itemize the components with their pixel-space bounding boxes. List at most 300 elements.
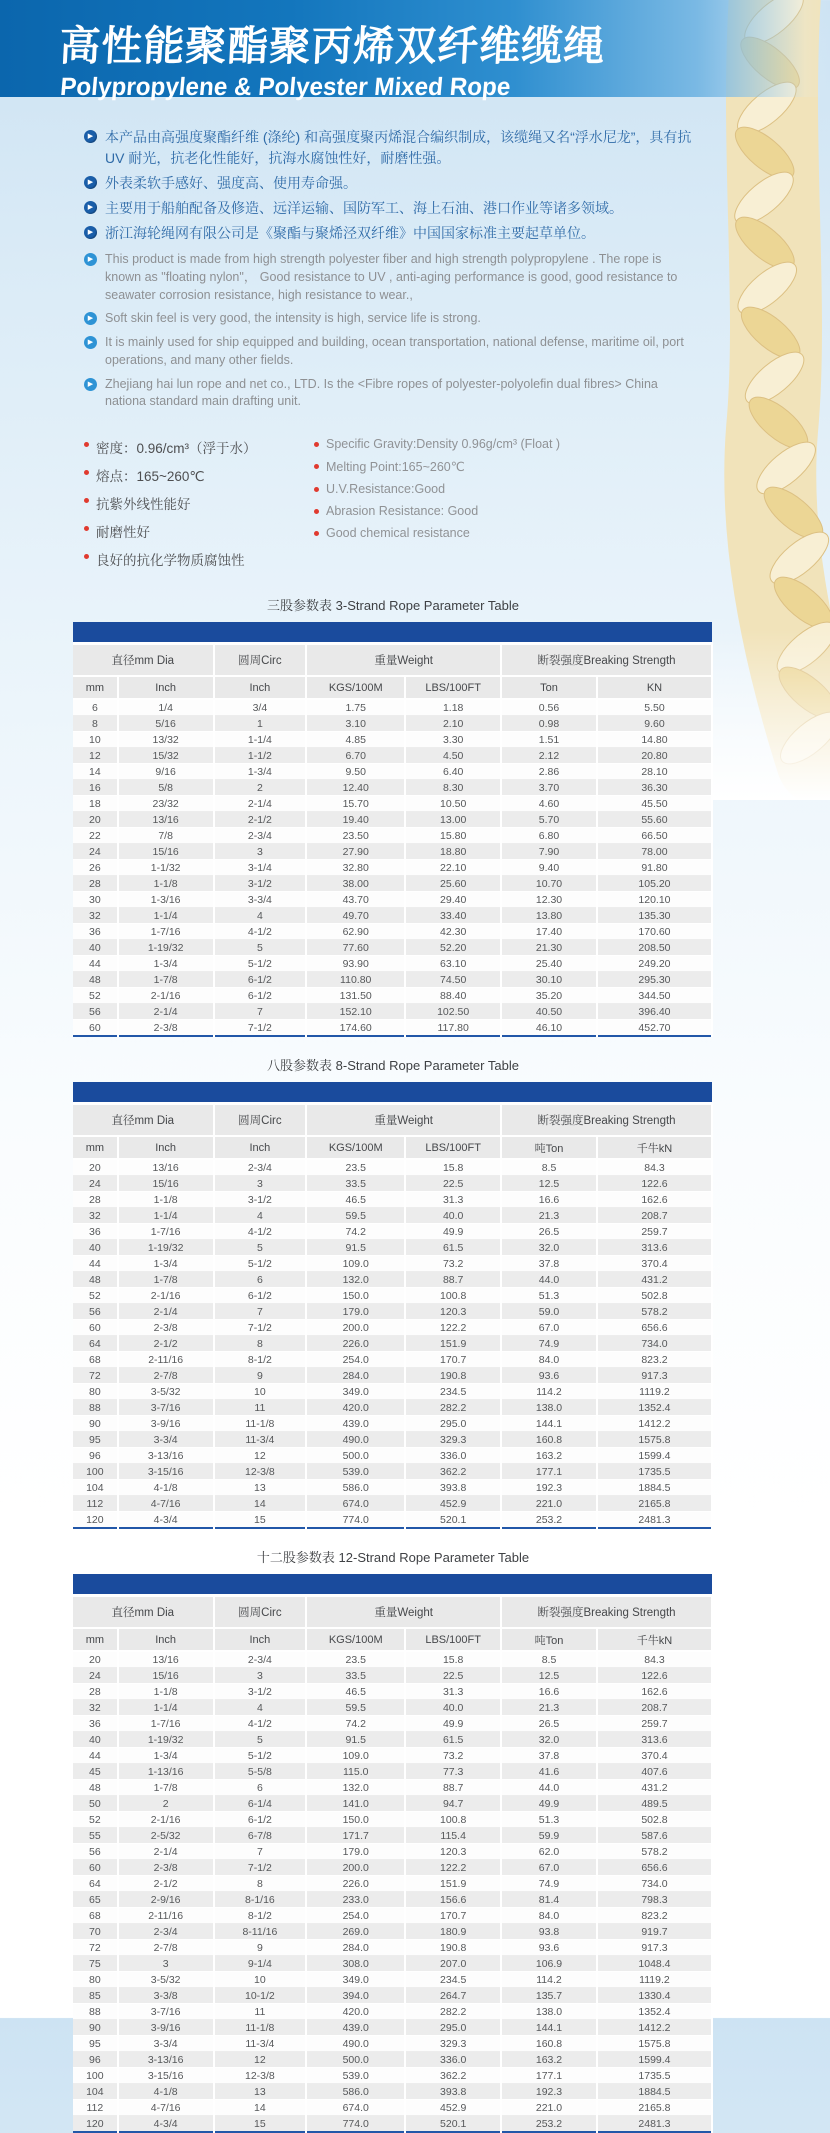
table-cell: 63.10 — [405, 956, 501, 972]
table-cell: 254.0 — [306, 1352, 405, 1368]
table-cell: 44 — [73, 956, 118, 972]
table-cell: 2-11/16 — [118, 1352, 214, 1368]
table-cell: 393.8 — [405, 2084, 501, 2100]
table-cell: 269.0 — [306, 1924, 405, 1940]
blue-bar-cell — [73, 1082, 712, 1104]
bullet-text: 外表柔软手感好、强度高、使用寿命强。 — [105, 175, 357, 191]
table-cell: 12.5 — [501, 1176, 597, 1192]
table-cell: 253.2 — [501, 1512, 597, 1529]
table-cell: 67.0 — [501, 1860, 597, 1876]
property-text: 良好的抗化学物质腐蚀性 — [96, 553, 245, 568]
table-cell: 452.9 — [405, 2100, 501, 2116]
table-cell: 8-1/2 — [214, 1908, 307, 1924]
table-cell: 431.2 — [597, 1272, 712, 1288]
table-cell: 15.8 — [405, 1651, 501, 1668]
table-cell: 6-1/2 — [214, 972, 307, 988]
table-cell: 329.3 — [405, 1432, 501, 1448]
table-cell: 26.5 — [501, 1716, 597, 1732]
table-cell: 56 — [73, 1304, 118, 1320]
table-cell: 370.4 — [597, 1256, 712, 1272]
table-cell: 282.2 — [405, 2004, 501, 2020]
table-row — [73, 1908, 712, 1924]
table-cell: 73.2 — [405, 1748, 501, 1764]
table-row — [73, 972, 712, 988]
table-row — [73, 1732, 712, 1748]
table-cell: 823.2 — [597, 1352, 712, 1368]
bullet-text: This product is made from high strength polyester fiber and high strength polypropylene . The rope is known as "floating nylon"， Good resistance to UV , anti-aging performance is good, good resistance to seawater corrosion resistance, high resistance to wear., — [105, 252, 678, 302]
table-cell: 102.50 — [405, 1004, 501, 1020]
table-cell: 295.30 — [597, 972, 712, 988]
intro-bullets-cn — [84, 127, 700, 244]
table-row — [73, 812, 712, 828]
intro-bullet — [84, 251, 700, 304]
table-row — [73, 1956, 712, 1972]
table-cell: 2-3/4 — [214, 828, 307, 844]
table-cell: 20 — [73, 1159, 118, 1176]
table-row — [73, 1876, 712, 1892]
sub-header-cell: mm — [73, 1136, 118, 1159]
table-row — [73, 892, 712, 908]
table-cell: 234.5 — [405, 1972, 501, 1988]
table-cell: 13/16 — [118, 1159, 214, 1176]
table-cell: 4-1/2 — [214, 924, 307, 940]
table-cell: 61.5 — [405, 1240, 501, 1256]
table-cell: 4-7/16 — [118, 1496, 214, 1512]
table-cell: 13/16 — [118, 812, 214, 828]
property-text: Specific Gravity:Density 0.96g/cm³ (Float ) — [326, 437, 561, 451]
table-cell: 3-1/2 — [214, 1192, 307, 1208]
intro-bullet — [84, 310, 700, 328]
table-cell: 150.0 — [306, 1288, 405, 1304]
table-cell: 8 — [214, 1336, 307, 1352]
table-cell: 6.80 — [501, 828, 597, 844]
table-row — [73, 924, 712, 940]
table-row — [73, 1159, 712, 1176]
table-blue-bar — [73, 1082, 712, 1104]
table-row — [73, 1320, 712, 1336]
table-cell: 10.70 — [501, 876, 597, 892]
table-cell: 502.8 — [597, 1812, 712, 1828]
table-cell: 43.70 — [306, 892, 405, 908]
table-cell: 2-1/4 — [118, 1004, 214, 1020]
table-cell: 22 — [73, 828, 118, 844]
table-cell: 22.5 — [405, 1668, 501, 1684]
property-item — [314, 459, 560, 474]
table-row — [73, 1352, 712, 1368]
table-cell: 11 — [214, 1400, 307, 1416]
table-cell: 798.3 — [597, 1892, 712, 1908]
page-header — [0, 0, 830, 101]
table-cell: 4.50 — [405, 748, 501, 764]
red-dot-icon — [84, 470, 89, 475]
table-cell: 90 — [73, 2020, 118, 2036]
table-cell: 66.50 — [597, 828, 712, 844]
table-cell: 77.3 — [405, 1764, 501, 1780]
table-cell: 1.75 — [306, 699, 405, 716]
table-cell: 520.1 — [405, 1512, 501, 1529]
table-cell: 141.0 — [306, 1796, 405, 1812]
table-row — [73, 1176, 712, 1192]
table-cell: 84.3 — [597, 1159, 712, 1176]
table-cell: 4-1/2 — [214, 1716, 307, 1732]
table-cell: 520.1 — [405, 2116, 501, 2133]
table-cell: 122.2 — [405, 1860, 501, 1876]
table-cell: 9.40 — [501, 860, 597, 876]
table-cell: 170.60 — [597, 924, 712, 940]
table-cell: 120.3 — [405, 1844, 501, 1860]
table-body — [73, 1159, 712, 1528]
table-cell: 226.0 — [306, 1336, 405, 1352]
table-cell: 349.0 — [306, 1384, 405, 1400]
group-header-cell: 直径mm Dia — [73, 1596, 214, 1629]
table-cell: 163.2 — [501, 2052, 597, 2068]
table-cell: 5-1/2 — [214, 1748, 307, 1764]
table-cell: 264.7 — [405, 1988, 501, 2004]
table-cell: 3-7/16 — [118, 1400, 214, 1416]
sub-header-cell: Inch — [214, 1628, 307, 1651]
table-cell: 1.51 — [501, 732, 597, 748]
table-cell: 282.2 — [405, 1400, 501, 1416]
intro-bullets-en — [84, 251, 700, 411]
group-header-cell: 断裂强度Breaking Strength — [501, 1104, 712, 1137]
table-cell: 1-1/4 — [118, 1208, 214, 1224]
table-body — [73, 1651, 712, 2132]
table-cell: 68 — [73, 1352, 118, 1368]
table-sub-header-row — [73, 1628, 712, 1651]
table-cell: 51.3 — [501, 1812, 597, 1828]
table-cell: 19.40 — [306, 812, 405, 828]
bullet-text: 本产品由高强度聚酯纤维 (涤纶) 和高强度聚丙烯混合编织制成，该缆绳又名“浮水尼龙”，具有抗UV 耐光，抗老化性能好，抗海水腐蚀性好，耐磨性强。 — [105, 129, 692, 166]
table-cell: 336.0 — [405, 2052, 501, 2068]
table-cell: 8 — [73, 716, 118, 732]
table-cell: 249.20 — [597, 956, 712, 972]
table-cell: 36 — [73, 1224, 118, 1240]
table-cell: 344.50 — [597, 988, 712, 1004]
table-cell: 1-19/32 — [118, 940, 214, 956]
table-cell: 20 — [73, 812, 118, 828]
sub-header-cell: Inch — [118, 1136, 214, 1159]
table-cell: 44.0 — [501, 1780, 597, 1796]
table-cell: 74.50 — [405, 972, 501, 988]
table-cell: 132.0 — [306, 1780, 405, 1796]
twelve-strand-parameter-table — [73, 1574, 713, 2133]
table-cell: 2-3/8 — [118, 1860, 214, 1876]
table-cell: 36 — [73, 924, 118, 940]
table-cell: 177.1 — [501, 1464, 597, 1480]
table-cell: 50 — [73, 1796, 118, 1812]
table-cell: 88.7 — [405, 1780, 501, 1796]
table-cell: 2481.3 — [597, 1512, 712, 1529]
table-cell: 93.90 — [306, 956, 405, 972]
table-cell: 32 — [73, 1208, 118, 1224]
table-cell: 6.40 — [405, 764, 501, 780]
table-cell: 2-5/32 — [118, 1828, 214, 1844]
table-blue-bar — [73, 1574, 712, 1596]
table-cell: 88.40 — [405, 988, 501, 1004]
table-cell: 2-1/16 — [118, 1288, 214, 1304]
table-cell: 190.8 — [405, 1940, 501, 1956]
table-cell: 394.0 — [306, 1988, 405, 2004]
table-cell: 6-1/4 — [214, 1796, 307, 1812]
property-text: U.V.Resistance:Good — [326, 482, 446, 496]
table-cell: 40.50 — [501, 1004, 597, 1020]
table-cell: 144.1 — [501, 1416, 597, 1432]
red-dot-icon — [314, 442, 319, 447]
table-cell: 3-13/16 — [118, 2052, 214, 2068]
table-cell: 16 — [73, 780, 118, 796]
table-row — [73, 2004, 712, 2020]
table-cell: 1352.4 — [597, 2004, 712, 2020]
red-dot-icon — [84, 442, 89, 447]
table-cell: 31.3 — [405, 1192, 501, 1208]
table-cell: 32 — [73, 1700, 118, 1716]
table-cell: 1119.2 — [597, 1384, 712, 1400]
table-cell: 2-9/16 — [118, 1892, 214, 1908]
table-cell: 15.80 — [405, 828, 501, 844]
table-cell: 179.0 — [306, 1304, 405, 1320]
table-cell: 52.20 — [405, 940, 501, 956]
property-item — [84, 521, 314, 541]
table-row — [73, 844, 712, 860]
sub-header-cell: 吨Ton — [501, 1136, 597, 1159]
table-cell: 67.0 — [501, 1320, 597, 1336]
table-cell: 13/32 — [118, 732, 214, 748]
table-cell: 3-9/16 — [118, 1416, 214, 1432]
table-row — [73, 876, 712, 892]
table-cell: 37.8 — [501, 1748, 597, 1764]
table-cell: 32 — [73, 908, 118, 924]
table-cell: 55 — [73, 1828, 118, 1844]
table-cell: 489.5 — [597, 1796, 712, 1812]
table-cell: 1-1/4 — [118, 1700, 214, 1716]
table-cell: 88 — [73, 2004, 118, 2020]
table-cell: 23.50 — [306, 828, 405, 844]
table-cell: 2-3/8 — [118, 1020, 214, 1037]
table-cell: 13.00 — [405, 812, 501, 828]
table-cell: 170.7 — [405, 1908, 501, 1924]
blue-bar-cell — [73, 622, 712, 644]
table-cell: 40 — [73, 940, 118, 956]
table-cell: 100.8 — [405, 1812, 501, 1828]
table-cell: 2-11/16 — [118, 1908, 214, 1924]
table-cell: 162.6 — [597, 1192, 712, 1208]
red-dot-icon — [314, 487, 319, 492]
table-cell: 40.0 — [405, 1700, 501, 1716]
table-cell: 22.5 — [405, 1176, 501, 1192]
intro-bullet — [84, 376, 700, 412]
table-cell: 70 — [73, 1924, 118, 1940]
table-row — [73, 1812, 712, 1828]
sub-header-cell: Inch — [118, 676, 214, 699]
table-cell: 1-1/32 — [118, 860, 214, 876]
table-row — [73, 1748, 712, 1764]
table-cell: 6 — [214, 1780, 307, 1796]
table-cell: 105.20 — [597, 876, 712, 892]
table-cell: 72 — [73, 1368, 118, 1384]
table-row — [73, 1208, 712, 1224]
table-cell: 3/4 — [214, 699, 307, 716]
table-cell: 96 — [73, 1448, 118, 1464]
table-cell: 104 — [73, 1480, 118, 1496]
properties-section — [84, 437, 830, 577]
table-cell: 49.9 — [405, 1224, 501, 1240]
table-cell: 88 — [73, 1400, 118, 1416]
property-item — [314, 526, 560, 540]
table-cell: 6 — [214, 1272, 307, 1288]
table-cell: 9/16 — [118, 764, 214, 780]
sub-header-cell: KGS/100M — [306, 676, 405, 699]
table-cell: 59.5 — [306, 1208, 405, 1224]
table-cell: 4 — [214, 908, 307, 924]
table-cell: 13 — [214, 2084, 307, 2100]
red-dot-icon — [314, 464, 319, 469]
table-cell: 18.80 — [405, 844, 501, 860]
table-cell: 3-15/16 — [118, 1464, 214, 1480]
table-cell: 192.3 — [501, 2084, 597, 2100]
table-cell: 152.10 — [306, 1004, 405, 1020]
table-cell: 3-9/16 — [118, 2020, 214, 2036]
table-cell: 49.9 — [501, 1796, 597, 1812]
page-content — [0, 127, 830, 2133]
table-cell: 3 — [118, 1956, 214, 1972]
table-cell: 1575.8 — [597, 1432, 712, 1448]
table-cell: 1-1/8 — [118, 876, 214, 892]
table-cell: 46.5 — [306, 1192, 405, 1208]
table-cell: 117.80 — [405, 1020, 501, 1037]
table-cell: 31.3 — [405, 1684, 501, 1700]
table-cell: 4.85 — [306, 732, 405, 748]
table-cell: 36 — [73, 1716, 118, 1732]
table-cell: 62.0 — [501, 1844, 597, 1860]
table-row — [73, 1892, 712, 1908]
table-cell: 8.5 — [501, 1159, 597, 1176]
red-dot-icon — [84, 526, 89, 531]
table-cell: 74.2 — [306, 1224, 405, 1240]
sub-header-cell: Inch — [214, 1136, 307, 1159]
table-row — [73, 2052, 712, 2068]
table-cell: 295.0 — [405, 1416, 501, 1432]
table-cell: 4 — [214, 1700, 307, 1716]
table-row — [73, 1416, 712, 1432]
table-cell: 1599.4 — [597, 1448, 712, 1464]
property-text: 耐磨性好 — [96, 525, 150, 540]
three-strand-parameter-table — [73, 622, 713, 1037]
sub-header-cell: KGS/100M — [306, 1628, 405, 1651]
table-cell: 578.2 — [597, 1304, 712, 1320]
table-cell: 28 — [73, 876, 118, 892]
table-cell: 132.0 — [306, 1272, 405, 1288]
table-cell: 44.0 — [501, 1272, 597, 1288]
table-row — [73, 1924, 712, 1940]
table-row — [73, 1940, 712, 1956]
table-row — [73, 2020, 712, 2036]
table-cell: 120 — [73, 2116, 118, 2133]
table-cell: 122.6 — [597, 1176, 712, 1192]
table-cell: 40 — [73, 1240, 118, 1256]
table-blue-bar — [73, 622, 712, 644]
table-cell: 170.7 — [405, 1352, 501, 1368]
table-row — [73, 1860, 712, 1876]
table-cell: 2-1/4 — [118, 1844, 214, 1860]
table-cell: 120 — [73, 1512, 118, 1529]
arrow-bullet-icon: ▶ — [84, 253, 97, 266]
table-cell: 313.6 — [597, 1240, 712, 1256]
table-cell: 10.50 — [405, 796, 501, 812]
table-cell: 5-5/8 — [214, 1764, 307, 1780]
table-cell: 2-3/4 — [118, 1924, 214, 1940]
table-cell: 78.00 — [597, 844, 712, 860]
table-cell: 3 — [214, 1176, 307, 1192]
table-cell: 774.0 — [306, 1512, 405, 1529]
table-cell: 36.30 — [597, 780, 712, 796]
table-cell: 8-11/16 — [214, 1924, 307, 1940]
red-dot-icon — [84, 498, 89, 503]
table-cell: 1-1/2 — [214, 748, 307, 764]
table-cell: 95 — [73, 1432, 118, 1448]
table-row — [73, 1432, 712, 1448]
table-cell: 15 — [214, 2116, 307, 2133]
table-cell: 74.2 — [306, 1716, 405, 1732]
table-cell: 11 — [214, 2004, 307, 2020]
table-cell: 313.6 — [597, 1732, 712, 1748]
table-cell: 5 — [214, 1732, 307, 1748]
table-cell: 29.40 — [405, 892, 501, 908]
table-cell: 49.70 — [306, 908, 405, 924]
table-cell: 452.70 — [597, 1020, 712, 1037]
table-cell: 0.56 — [501, 699, 597, 716]
table-cell: 12-3/8 — [214, 1464, 307, 1480]
property-item — [84, 465, 314, 485]
table-cell: 12 — [214, 2052, 307, 2068]
table-cell: 14 — [214, 1496, 307, 1512]
table-cell: 11-3/4 — [214, 1432, 307, 1448]
table-cell: 284.0 — [306, 1368, 405, 1384]
table-row — [73, 1480, 712, 1496]
table-cell: 4-3/4 — [118, 1512, 214, 1529]
sub-header-cell: 吨Ton — [501, 1628, 597, 1651]
table-row — [73, 1651, 712, 1668]
eight-strand-parameter-table — [73, 1082, 713, 1529]
table-cell: 2165.8 — [597, 1496, 712, 1512]
table-sub-header-row — [73, 676, 712, 699]
property-text: Abrasion Resistance: Good — [326, 504, 479, 518]
table-cell: 393.8 — [405, 1480, 501, 1496]
table-row — [73, 796, 712, 812]
table-cell: 2-1/2 — [118, 1876, 214, 1892]
table-cell: 2-3/4 — [214, 1159, 307, 1176]
table-cell: 656.6 — [597, 1860, 712, 1876]
table-cell: 151.9 — [405, 1336, 501, 1352]
group-header-cell: 断裂强度Breaking Strength — [501, 1596, 712, 1629]
table-cell: 15/32 — [118, 748, 214, 764]
table-cell: 174.60 — [306, 1020, 405, 1037]
group-header-cell: 圆周Circ — [214, 644, 307, 677]
table-head — [73, 1574, 712, 1651]
table-cell: 84.0 — [501, 1352, 597, 1368]
table-cell: 15 — [214, 1512, 307, 1529]
table-cell: 88.7 — [405, 1272, 501, 1288]
table-cell: 114.2 — [501, 1384, 597, 1400]
table-row — [73, 860, 712, 876]
table-cell: 15/16 — [118, 1668, 214, 1684]
property-text: 密度：0.96/cm³（浮于水） — [96, 441, 257, 456]
table-cell: 207.0 — [405, 1956, 501, 1972]
table-cell: 5 — [214, 940, 307, 956]
table-cell: 84.0 — [501, 1908, 597, 1924]
table-cell: 439.0 — [306, 2020, 405, 2036]
table-row — [73, 908, 712, 924]
table-cell: 32.0 — [501, 1732, 597, 1748]
